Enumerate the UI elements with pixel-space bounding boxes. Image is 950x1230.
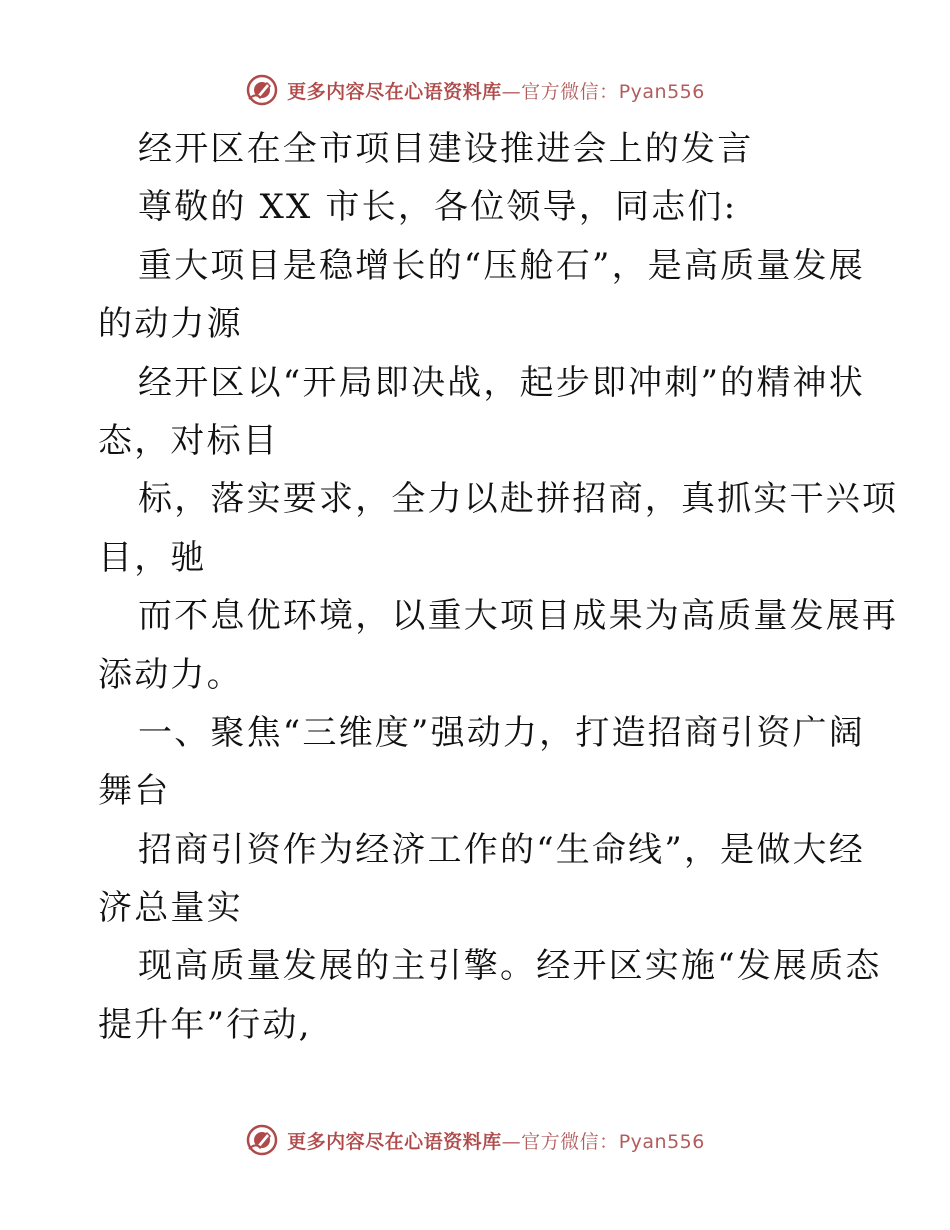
text-line: 添动力。 — [98, 654, 243, 695]
text-line: 重大项目是稳增长的“压舱石”，是高质量发展 — [138, 245, 865, 286]
watermark-wechat-id: Pyan556 — [618, 80, 705, 103]
watermark-dash: — — [501, 1130, 522, 1153]
text-line: 招商引资作为经济工作的“生命线”，是做大经 — [138, 829, 865, 870]
text-line: 标，落实要求，全力以赴拼招商，真抓实干兴项 — [138, 479, 899, 520]
watermark-text — [287, 77, 705, 104]
text-line: 经开区在全市项目建设推进会上的发言 — [138, 129, 754, 169]
pen-nib-circle-icon — [245, 1123, 279, 1157]
watermark-wechat-label: 官方微信： — [521, 1130, 619, 1153]
text-line: 目，驰 — [98, 537, 207, 578]
pen-nib-circle-icon — [245, 73, 279, 107]
watermark-site-text: 更多内容尽在心语资料库 — [287, 1130, 502, 1153]
text-line: 经开区以“开局即决战，起步即冲刺”的精神状 — [138, 362, 865, 403]
watermark-wechat-label: 官方微信： — [521, 80, 619, 103]
text-line: 提升年”行动, — [98, 1004, 312, 1045]
text-line: 态，对标目 — [98, 420, 279, 461]
watermark-wechat-id: Pyan556 — [618, 1130, 705, 1153]
text-line: 现高质量发展的主引擎。经开区实施“发展质态 — [138, 946, 882, 987]
text-line: 的动力源 — [98, 304, 243, 345]
watermark-site-text: 更多内容尽在心语资料库 — [287, 80, 502, 103]
document-body — [98, 120, 899, 1054]
watermark-text — [287, 1127, 705, 1154]
watermark-footer — [0, 1118, 950, 1162]
text-line: 而不息优环境，以重大项目成果为高质量发展再 — [138, 596, 899, 637]
text-line: 舞台 — [98, 771, 171, 812]
text-line: 尊敬的 XX 市长，各位领导，同志们: — [138, 187, 738, 228]
watermark-dash: — — [501, 80, 522, 103]
watermark-header — [0, 68, 950, 112]
text-line: 济总量实 — [98, 888, 243, 929]
text-line: 一、聚焦“三维度”强动力，打造招商引资广阔 — [138, 712, 865, 753]
